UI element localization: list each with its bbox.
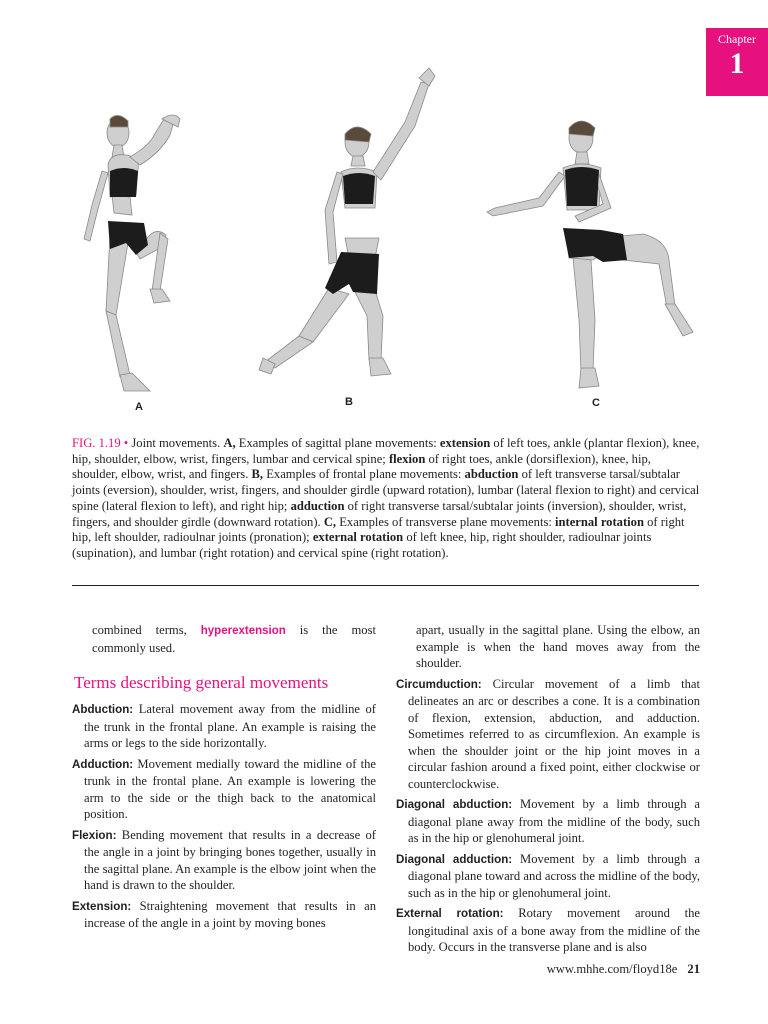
caption-text: Examples of frontal plane movements: xyxy=(263,467,465,482)
caption-term: abduction xyxy=(464,467,519,482)
intro-term-hyperextension: hyperextension xyxy=(200,625,286,637)
caption-text: Examples of transverse plane movements: xyxy=(336,514,555,529)
caption-text: of left toes, ankle (plantar flexion), knee, hip, shoulder, elbow, wrist, fingers, lumbar and cervical spine; xyxy=(72,436,700,466)
term-definition: Movement medially toward the midline of the trunk in the frontal plane. An example is lowering the arm to the side or the thigh back to the anatomical position. xyxy=(84,756,376,821)
section-heading: Terms describing general movements xyxy=(74,673,329,692)
caption-text: of right toes, ankle (dorsiflexion), knee, hip, shoulder, elbow, wrist, and fingers. xyxy=(72,451,651,482)
panel-label-b: B xyxy=(345,396,353,408)
caption-bullet: • xyxy=(123,436,129,450)
term-entry xyxy=(72,827,376,894)
term-definition: Circular movement of a limb that delineates an arc or describes a cone. It is a combination of flexion, extension, abduction, and adduction. Sometimes referred to as circumflexion. An example is when the shoulder joint or the hip joint moves in a circular fashion around a fixed point, either clockwise or counterclockwise. xyxy=(408,676,700,791)
caption-text: of right hip, left shoulder, radioulnar joints (pronation); xyxy=(72,514,685,545)
term-definition: Rotary movement around the longitudinal axis of a bone away from the midline of the body. Occurs in the transverse plane and is also xyxy=(408,906,701,954)
caption-term: flexion xyxy=(388,451,426,466)
caption-text: of left knee, hip, right shoulder, radioulnar joints (supination), and lumbar (right rotation) and cervical spine (right rotation). xyxy=(72,530,652,560)
term-label: External rotation: xyxy=(396,907,504,920)
term-definition: Movement by a limb through a diagonal plane away from the midline of the body, such as in the hip or glenohumeral joint. xyxy=(408,797,700,845)
term-entry xyxy=(72,756,376,823)
right-column xyxy=(396,622,700,960)
figure-photo-a xyxy=(70,105,210,400)
caption-text: Examples of sagittal plane movements: xyxy=(235,436,440,450)
continuation-paragraph: apart, usually in the sagittal plane. Using the elbow, an example is when the hand moves away from the shoulder. xyxy=(416,623,700,670)
intro-text: combined terms, xyxy=(92,623,201,637)
page-number: 21 xyxy=(687,962,700,976)
term-label: Abduction: xyxy=(72,703,134,716)
term-entry xyxy=(396,851,700,902)
term-entry xyxy=(396,905,700,956)
caption-divider xyxy=(72,585,699,586)
chapter-tab xyxy=(706,28,768,96)
caption-term: extension xyxy=(439,436,491,450)
term-definition: Bending movement that results in a decrease of the angle in a joint by bringing bones together, usually in the sagittal plane. An example is the elbow joint when the hand is drawn to the shoulder. xyxy=(84,827,376,892)
figure-photo-c xyxy=(483,110,698,395)
term-definition: Straightening movement that results in an increase of the angle in a joint by moving bones xyxy=(84,898,376,930)
term-entry xyxy=(396,676,700,793)
term-entry xyxy=(72,898,376,932)
panel-label-a: A xyxy=(135,401,143,413)
caption-panel-ref: B, xyxy=(251,467,264,482)
panel-label-c: C xyxy=(592,397,600,409)
term-entry xyxy=(396,796,700,847)
term-label: Adduction: xyxy=(72,757,134,771)
caption-text: of left transverse tarsal/subtalar joints (eversion), shoulder, wrist, fingers, and shoulder girdle (upward rotation), lumbar (lateral flexion to right) and cervical spine (lateral flexion to left), and right hip; xyxy=(72,467,700,513)
footer-url: www.mhhe.com/floyd18e xyxy=(546,962,678,976)
term-label: Diagonal adduction: xyxy=(396,852,513,866)
term-entry xyxy=(72,701,376,752)
caption-panel-ref: A, xyxy=(223,436,236,450)
caption-text: Joint movements. xyxy=(128,436,224,450)
figure-number: FIG. 1.19 xyxy=(72,436,121,450)
caption-term: adduction xyxy=(290,498,345,513)
page-footer xyxy=(500,962,700,977)
term-label: Circumduction: xyxy=(396,677,482,691)
figure-caption xyxy=(72,436,700,562)
intro-paragraph xyxy=(72,622,376,656)
term-label: Flexion: xyxy=(72,828,117,842)
figure-photo-b xyxy=(253,62,443,392)
chapter-number: 1 xyxy=(729,47,745,80)
term-definition: Movement by a limb through a diagonal plane toward and across the midline of the body, such as in the hip or glenohumeral joint. xyxy=(408,851,700,900)
left-column xyxy=(72,622,376,936)
caption-term: external rotation xyxy=(312,530,404,545)
caption-term: internal rotation xyxy=(555,514,644,529)
term-label: Diagonal abduction: xyxy=(396,798,513,811)
caption-text: of right transverse tarsal/subtalar joints (inversion), shoulder, wrist, fingers, and shoulder girdle (downward rotation). xyxy=(72,498,687,529)
chapter-label: Chapter xyxy=(718,32,756,46)
caption-panel-ref: C, xyxy=(323,514,337,529)
intro-text: is the most commonly used. xyxy=(92,623,376,655)
term-definition: Lateral movement away from the midline of the trunk in the frontal plane. An example is raising the arms or legs to the side horizontally. xyxy=(84,702,376,750)
term-label: Extension: xyxy=(72,899,132,913)
